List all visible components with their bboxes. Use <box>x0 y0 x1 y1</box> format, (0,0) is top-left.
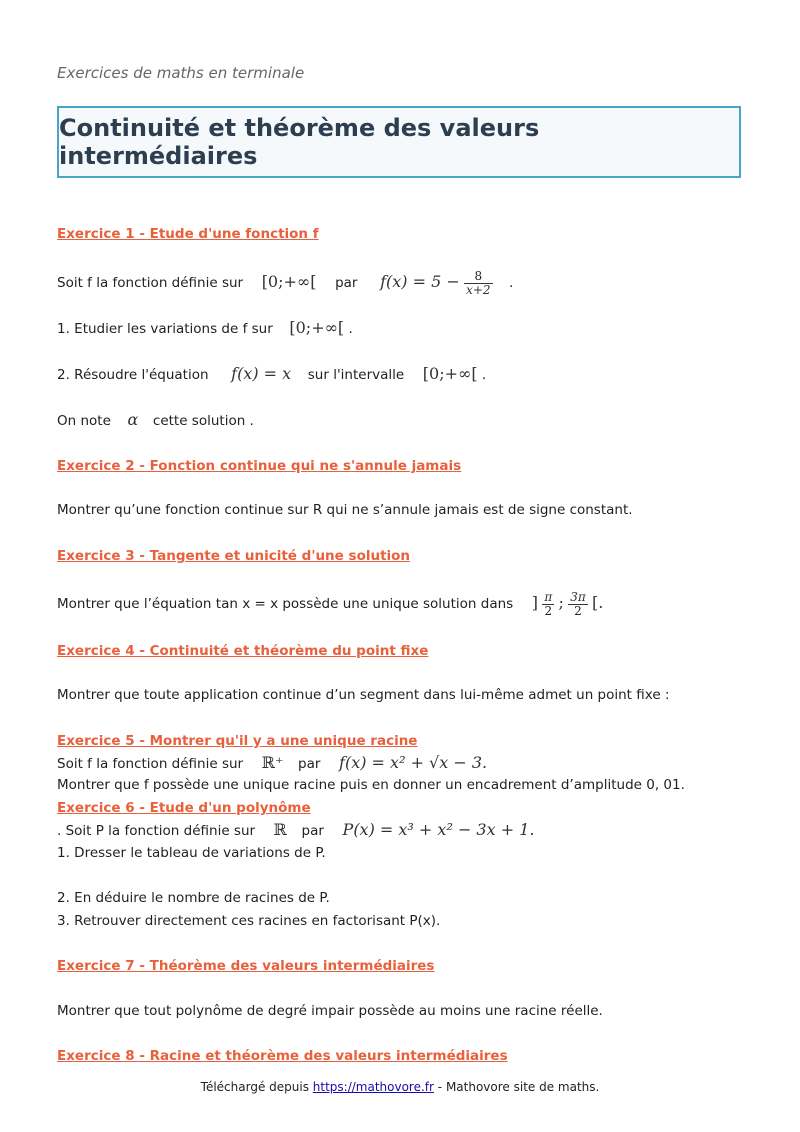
exercise-6-line-1 <box>57 819 534 842</box>
text: 2. Résoudre l'équation <box>57 367 209 383</box>
exercise-7-title[interactable]: Exercice 7 - Théorème des valeurs intermédiaires <box>57 958 435 974</box>
exercise-4-title[interactable]: Exercice 4 - Continuité et théorème du point fixe <box>57 643 429 659</box>
exercise-1-line-1 <box>57 268 513 297</box>
footer <box>0 1080 800 1094</box>
text: On note <box>57 413 111 429</box>
fraction <box>464 270 492 297</box>
set-math: ℝ⁺ <box>261 753 284 772</box>
exercise-3-text <box>57 588 603 619</box>
page-subtitle: Exercices de maths en terminale <box>57 64 305 82</box>
text: 1. Etudier les variations de f sur <box>57 321 273 337</box>
text: Soit f la fonction définie sur <box>57 756 244 772</box>
footer-link[interactable]: https://mathovore.fr <box>312 1080 434 1094</box>
interval-close: [. <box>592 593 604 612</box>
fraction-denominator: 2 <box>574 603 582 618</box>
fraction <box>568 591 588 618</box>
polynomial-math: P(x) = x³ + x² − 3x + 1. <box>342 820 535 839</box>
function-math: f(x) = x² + √x − 3. <box>339 753 488 772</box>
exercise-6-line-3: 2. En déduire le nombre de racines de P. <box>57 890 330 906</box>
exercise-2-title[interactable]: Exercice 2 - Fonction continue qui ne s'annule jamais <box>57 458 462 474</box>
footer-suffix: - Mathovore site de maths. <box>437 1080 600 1094</box>
fraction-denominator: 2 <box>544 603 553 618</box>
exercise-5-line-2: Montrer que f possède une unique racine puis en donner un encadrement d’amplitude 0, 01. <box>57 777 685 793</box>
exercise-8-title[interactable]: Exercice 8 - Racine et théorème des valeurs intermédiaires <box>57 1048 508 1064</box>
text: . <box>509 275 514 291</box>
exercise-5-title[interactable]: Exercice 5 - Montrer qu'il y a une unique racine <box>57 733 418 749</box>
exercise-6-line-2: 1. Dresser le tableau de variations de P. <box>57 845 326 861</box>
exercise-1-line-4 <box>57 410 254 429</box>
text: sur l'intervalle <box>307 367 405 383</box>
fraction <box>542 591 554 618</box>
exercise-6-line-4: 3. Retrouver directement ces racines en factorisant P(x). <box>57 913 441 929</box>
text: . <box>481 367 487 383</box>
function-math: f(x) = 5 − <box>380 272 460 291</box>
alpha-math: α <box>127 410 139 429</box>
exercise-5-line-1 <box>57 752 487 775</box>
interval-math: [0;+∞[ <box>289 318 345 337</box>
exercise-1-line-3 <box>57 364 486 383</box>
text: par <box>301 823 324 839</box>
text: Montrer que l’équation tan x = x possède une unique solution dans <box>57 596 514 612</box>
text: . <box>348 321 353 337</box>
text: . Soit P la fonction définie sur <box>57 823 256 839</box>
set-math: ℝ <box>273 820 287 839</box>
interval-open: ] <box>531 593 539 612</box>
text: par <box>298 756 321 772</box>
separator: ; <box>558 593 564 612</box>
text: Soit f la fonction définie sur <box>57 275 244 291</box>
fraction-numerator: π <box>544 589 553 604</box>
footer-prefix: Téléchargé depuis <box>200 1080 309 1094</box>
equation-math: f(x) = x <box>231 364 292 383</box>
exercise-6-title[interactable]: Exercice 6 - Etude d'un polynôme <box>57 800 311 816</box>
fraction-numerator: 3π <box>570 589 586 604</box>
exercise-1-title[interactable]: Exercice 1 - Etude d'une fonction f <box>57 226 319 242</box>
exercise-4-text: Montrer que toute application continue d’un segment dans lui-même admet un point fixe : <box>57 687 670 703</box>
title-box <box>57 106 741 178</box>
exercise-2-text: Montrer qu’une fonction continue sur R qui ne s’annule jamais est de signe constant. <box>57 502 633 518</box>
fraction-numerator: 8 <box>464 270 492 284</box>
exercise-1-line-2 <box>57 318 353 337</box>
text: par <box>335 275 358 291</box>
text: cette solution . <box>152 413 254 429</box>
exercise-3-title[interactable]: Exercice 3 - Tangente et unicité d'une solution <box>57 548 411 564</box>
interval-math: [0;+∞[ <box>422 364 478 383</box>
exercise-7-text: Montrer que tout polynôme de degré impair possède au moins une racine réelle. <box>57 1003 603 1019</box>
page-title: Continuité et théorème des valeurs intermédiaires <box>59 114 540 170</box>
fraction-denominator: x+2 <box>466 282 491 297</box>
interval-math: [0;+∞[ <box>261 272 317 291</box>
